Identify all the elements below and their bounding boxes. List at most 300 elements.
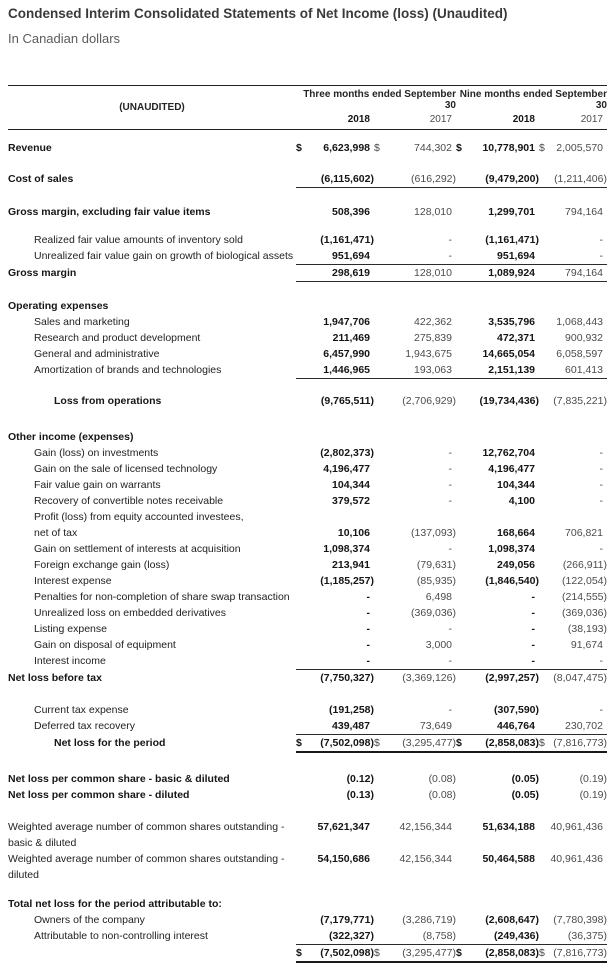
cell-value: 951,694 [332,250,370,262]
cell-value: 706,821 [565,527,603,539]
row-label: Realized fair value amounts of inventory sold [34,234,243,246]
row-label: Fair value gain on warrants [34,479,161,491]
row-values [296,670,607,686]
value-cell [539,735,607,751]
row-gross-margin-excluding-fair-value-items [8,204,607,220]
cell-value: 54,150,686 [317,853,370,865]
row-values [296,787,607,803]
row-gain-on-settlement-of-interests-at-acquisition [8,541,607,557]
row-net-loss-for-the-period [8,735,607,753]
value-cell [374,461,456,477]
row-label: Weighted average number of common shares outstanding - basic & diluted [8,821,285,849]
unaudited-label: (UNAUDITED) [119,101,185,113]
value-cell [539,621,607,637]
cell-value: 4,100 [508,495,535,507]
cell-value: (2,858,083) [485,947,539,959]
row-label: Sales and marketing [34,316,130,328]
row-weighted-average-number-of-common-shares-outstan [8,819,607,851]
row-values [296,232,607,248]
cell-value: 14,665,054 [482,348,535,360]
row-label: Gain on disposal of equipment [34,639,176,651]
cell-value: 104,344 [497,479,535,491]
value-cell [539,589,607,605]
value-cell [456,637,539,653]
row-interest-income [8,653,607,670]
cell-value: 128,010 [414,206,452,218]
cell-value: 42,156,344 [399,821,452,833]
value-cell [296,477,374,493]
value-cell [539,265,607,281]
value-cell [374,541,456,557]
value-cell [539,140,607,156]
value-cell [296,140,374,156]
currency-symbol: $ [456,737,462,749]
row-weighted-average-number-of-common-shares-outstan [8,851,607,883]
currency-symbol: $ [296,737,302,749]
row-values [296,525,607,541]
row-label: Gain (loss) on investments [34,447,159,459]
year-labels [296,114,607,125]
cell-value: - [599,234,603,246]
value-cell [374,637,456,653]
value-cell [456,945,539,961]
cell-value: (7,835,221) [553,395,607,407]
value-cell [456,461,539,477]
value-cell [296,346,374,362]
row-gross-margin [8,265,607,282]
value-cell [374,735,456,751]
value-cell [374,171,456,187]
value-cell [374,314,456,330]
cell-value: 1,947,706 [323,316,370,328]
value-cell [539,787,607,803]
row-values [296,330,607,346]
value-cell [374,787,456,803]
cell-value: (191,258) [329,704,374,716]
row-label: Net loss per common share - diluted [8,789,190,801]
cell-value: (36,375) [567,930,607,942]
value-cell [296,362,374,378]
value-cell [456,171,539,187]
cell-value: 508,396 [332,206,370,218]
value-cell [374,819,456,851]
value-cell [456,232,539,248]
row-gain-loss-on-investments [8,445,607,461]
cell-value: - [448,704,452,716]
cell-value: - [448,543,452,555]
row-values [296,346,607,362]
cell-value: (122,054) [562,575,607,587]
row-values [296,819,607,851]
value-cell [296,232,374,248]
row-values [296,735,607,753]
value-cell [539,232,607,248]
value-cell [296,445,374,461]
row-values [296,429,607,445]
value-cell [296,621,374,637]
cell-value: - [599,655,603,667]
row-profit-loss-from-equity-accounted-investees [8,509,607,525]
value-cell [456,589,539,605]
cell-value: - [448,447,452,459]
value-cell [296,248,374,264]
currency-symbol: $ [374,142,380,154]
cell-value: 12,762,704 [482,447,535,459]
cell-value: (1,185,257) [320,575,374,587]
cell-value: 6,457,990 [323,348,370,360]
row-label: Interest income [34,655,106,667]
cell-value: 794,164 [565,267,603,279]
cell-value: - [366,623,370,635]
cell-value: (3,286,719) [402,914,456,926]
cell-value: 211,469 [332,332,370,344]
value-cell [374,621,456,637]
cell-value: 3,535,796 [488,316,535,328]
row-gain-on-disposal-of-equipment [8,637,607,653]
cell-value: (322,327) [329,930,374,942]
row-values [296,298,607,314]
value-cell [456,718,539,734]
cell-value: 42,156,344 [399,853,452,865]
value-cell [296,557,374,573]
row-values [296,445,607,461]
row-label: Gross margin [8,267,77,279]
cell-value: 10,778,901 [482,142,535,154]
cell-value: (2,858,083) [485,737,539,749]
row-label: Attributable to non-controlling interest [34,930,208,942]
value-cell [456,493,539,509]
cell-value: (1,846,540) [485,575,539,587]
value-cell [374,525,456,541]
value-cell [456,735,539,751]
row-values [296,896,607,912]
value-cell [296,330,374,346]
cell-value: (3,295,477) [402,947,456,959]
row-net-loss-before-tax [8,670,607,686]
cell-value: (307,590) [494,704,539,716]
currency-symbol: $ [374,947,380,959]
value-cell [374,653,456,669]
cell-value: 1,068,443 [556,316,603,328]
value-cell [539,670,607,686]
cell-value: 1,098,374 [488,543,535,555]
cell-value: 601,413 [565,364,603,376]
value-cell [374,718,456,734]
value-cell [296,314,374,330]
value-cell [456,314,539,330]
cell-value: - [366,639,370,651]
value-cell [539,605,607,621]
value-cell [456,771,539,787]
row-owners-of-the-company [8,912,607,928]
value-cell [296,771,374,787]
currency-symbol: $ [374,737,380,749]
income-statement-table [8,85,607,963]
value-cell [539,653,607,669]
row-label: Penalties for non-completion of share swap transaction [34,591,290,603]
value-cell [539,557,607,573]
currency-symbol: $ [456,947,462,959]
value-cell [374,493,456,509]
row-values [296,314,607,330]
value-cell [539,541,607,557]
cell-value: 4,196,477 [488,463,535,475]
value-cell [296,851,374,883]
row-total-net-loss-for-the-period-attributable-to [8,896,607,912]
cell-value: 472,371 [497,332,535,344]
currency-symbol: $ [296,142,302,154]
row-label: Research and product development [34,332,201,344]
row-label: Profit (loss) from equity accounted investees, [34,511,244,523]
value-cell [539,171,607,187]
cell-value: (1,161,471) [485,234,539,246]
value-cell [374,445,456,461]
cell-value: (7,179,771) [320,914,374,926]
row-label: Current tax expense [34,704,129,716]
row-values [296,509,607,525]
row-values [296,851,607,883]
value-cell [374,945,456,961]
row-label: Gross margin, excluding fair value items [8,206,211,218]
row-sales-and-marketing [8,314,607,330]
value-cell [456,265,539,281]
value-cell [539,445,607,461]
value-cell [296,525,374,541]
cell-value: 2,151,139 [488,364,535,376]
cell-value: 6,058,597 [556,348,603,360]
year-col-4: 2017 [580,114,603,125]
row-label: Unrealized loss on embedded derivatives [34,607,227,619]
cell-value: 91,674 [570,639,603,651]
cell-value: (0.19) [579,773,607,785]
row-values [296,541,607,557]
row-values [296,393,607,409]
value-cell [296,637,374,653]
cell-value: (7,502,098) [320,737,374,749]
row-label: Operating expenses [8,300,109,312]
row-label: Recovery of convertible notes receivable [34,495,224,507]
row-label: Deferred tax recovery [34,720,135,732]
row-label [8,945,296,963]
value-cell [539,477,607,493]
row-values [296,653,607,670]
row-label: net of tax [34,527,78,539]
value-cell [296,653,374,669]
cell-value: (9,479,200) [485,173,539,185]
cell-value: (2,997,257) [485,672,539,684]
cell-value: - [599,704,603,716]
cell-value: 10,106 [337,527,370,539]
row-label: Revenue [8,142,52,154]
cell-value: - [531,591,535,603]
value-cell [296,702,374,718]
value-cell [296,265,374,281]
row-values [296,477,607,493]
value-cell [374,330,456,346]
value-cell [539,493,607,509]
cell-value: 1,098,374 [323,543,370,555]
cell-value: - [531,623,535,635]
page-subtitle: In Canadian dollars [8,31,121,46]
cell-value: (249,436) [494,930,539,942]
row-values [296,771,607,787]
value-cell [456,928,539,944]
cell-value: (2,608,647) [485,914,539,926]
cell-value: (7,502,098) [320,947,374,959]
value-cell [539,461,607,477]
cell-value: (9,765,511) [320,395,374,407]
cell-value: (2,706,929) [402,395,456,407]
row-values [296,204,607,220]
row-cost-of-sales [8,171,607,188]
row-values [296,912,607,928]
value-cell [374,477,456,493]
cell-value: (3,295,477) [402,737,456,749]
row-values [296,573,607,589]
cell-value: 379,572 [332,495,370,507]
cell-value: 4,196,477 [323,463,370,475]
value-cell [456,140,539,156]
year-col-3: 2018 [512,114,535,125]
cell-value: (369,036) [562,607,607,619]
period-group-labels [296,89,607,111]
value-cell [456,393,539,409]
row-label: Listing expense [34,623,107,635]
value-cell [456,787,539,803]
cell-value: - [599,250,603,262]
value-cell [296,393,374,409]
cell-value: (2,802,373) [320,447,374,459]
row-values [296,171,607,188]
cell-value: 168,664 [497,527,535,539]
value-cell [456,557,539,573]
row-values [296,718,607,735]
cell-value: (7,750,327) [320,672,374,684]
cell-value: (7,816,773) [553,737,607,749]
row-unrealized-loss-on-embedded-derivatives [8,605,607,621]
cell-value: 249,056 [497,559,535,571]
currency-symbol: $ [539,737,545,749]
row-other-income-expenses [8,429,607,445]
value-cell [296,819,374,851]
row-net-loss-per-common-share-diluted [8,787,607,803]
row-revenue [8,140,607,156]
cell-value: 275,839 [414,332,452,344]
row-label: Net loss per common share - basic & diluted [8,773,230,785]
value-cell [374,702,456,718]
cell-value: 213,941 [332,559,370,571]
cell-value: 446,764 [497,720,535,732]
cell-value: - [448,623,452,635]
row-label: Owners of the company [34,914,145,926]
row-values [296,637,607,653]
value-cell [374,928,456,944]
value-cell [456,819,539,851]
row-realized-fair-value-amounts-of-inventory-sold [8,232,607,248]
cell-value: 6,498 [425,591,452,603]
value-cell [539,330,607,346]
value-cell [296,461,374,477]
cell-value: 57,621,347 [317,821,370,833]
cell-value: - [448,463,452,475]
row-label: General and administrative [34,348,160,360]
row-net-of-tax [8,525,607,541]
cell-value: 1,089,924 [488,267,535,279]
value-cell [539,573,607,589]
cell-value: - [366,591,370,603]
row-foreign-exchange-gain-loss [8,557,607,573]
value-cell [456,204,539,220]
row-label: Foreign exchange gain (loss) [34,559,170,571]
cell-value: 439,487 [332,720,370,732]
row-values [296,589,607,605]
row-label: Total net loss for the period attributable to: [8,898,222,910]
cell-value: - [448,479,452,491]
cell-value: (1,211,406) [554,173,607,185]
value-cell [456,912,539,928]
value-cell [539,771,607,787]
cell-value: 51,634,188 [482,821,535,833]
row-current-tax-expense [8,702,607,718]
value-cell [456,702,539,718]
cell-value: 50,464,588 [482,853,535,865]
cell-value: 104,344 [332,479,370,491]
row-recovery-of-convertible-notes-receivable [8,493,607,509]
cell-value: - [531,655,535,667]
cell-value: 73,649 [419,720,452,732]
value-cell [539,912,607,928]
cell-value: (0.19) [579,789,607,801]
year-col-2: 2017 [429,114,452,125]
cell-value: - [531,607,535,619]
value-cell [539,204,607,220]
cell-value: (0.05) [511,773,539,785]
year-col-1: 2018 [347,114,370,125]
cell-value: - [448,495,452,507]
row-values [296,265,607,282]
row-values [296,621,607,637]
value-cell [296,912,374,928]
row-values [296,461,607,477]
cell-value: (0.05) [511,789,539,801]
value-cell [296,204,374,220]
value-cell [296,541,374,557]
cell-value: (79,631) [416,559,456,571]
cell-value: (0.13) [346,789,374,801]
currency-symbol: $ [296,947,302,959]
cell-value: - [599,463,603,475]
cell-value: 3,000 [425,639,452,651]
value-cell [539,637,607,653]
value-cell [456,330,539,346]
cell-value: - [599,543,603,555]
value-cell [296,573,374,589]
cell-value: 193,063 [414,364,452,376]
currency-symbol: $ [539,142,545,154]
value-cell [456,573,539,589]
row-label: Gain on settlement of interests at acquisition [34,543,241,555]
row-values [296,362,607,379]
cell-value: 422,362 [414,316,452,328]
row-label: Unrealized fair value gain on growth of biological assets [34,250,294,262]
cell-value: - [531,639,535,651]
table-body [8,140,607,963]
value-cell [456,541,539,557]
cell-value: - [599,447,603,459]
value-cell [456,477,539,493]
cell-value: 298,619 [332,267,370,279]
cell-value: 1,943,675 [405,348,452,360]
